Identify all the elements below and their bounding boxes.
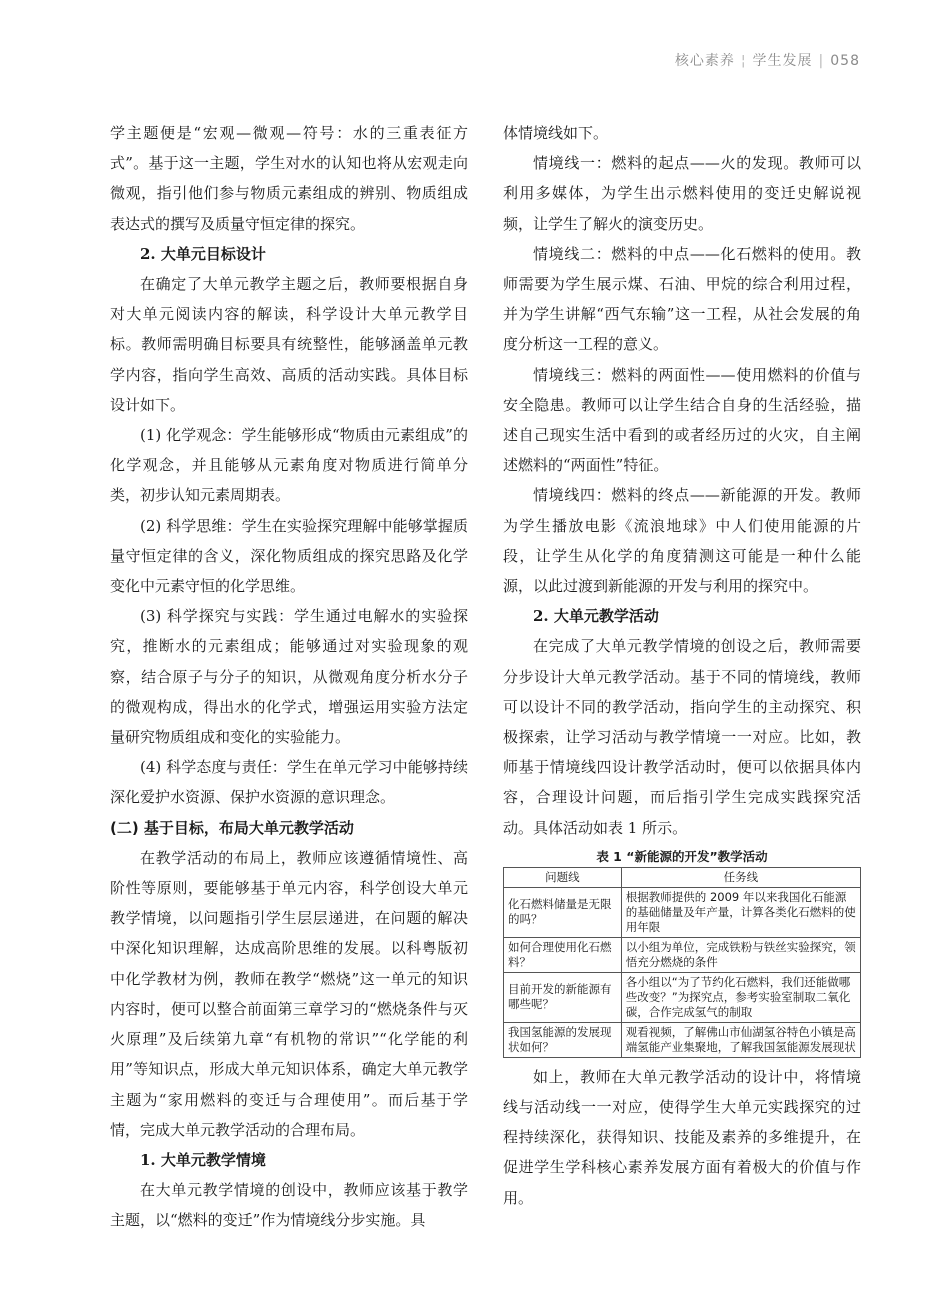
table-row	[504, 972, 861, 1022]
activity-table	[503, 867, 861, 1058]
paragraph: 在教学活动的布局上，教师应该遵循情境性、高阶性等原则，要能够基于单元内容，科学创设大单元教学情境，以问题指引学生层层递进，在问题的解决中深化知识理解，达成高阶思维的发展。以科粤版初中化学教材为例，教师在教学“燃烧”这一单元的知识内容时，便可以整合前面第三章学习的“燃烧条件与灭火原理”及后续第九章“有机物的常识”“化学能的利用”等知识点，形成大单元知识体系，确定大单元教学主题为“家用燃料的变迁与合理使用”。而后基于学情，完成大单元教学活动的合理布局。	[110, 848, 468, 1139]
table-cell: 根据教师提供的 2009 年以来我国化石能源的基础储量及年产量，计算各类化石燃料的使用年限	[621, 887, 860, 937]
paragraph: 在大单元教学情境的创设中，教师应该基于教学主题，以“燃料的变迁”作为情境线分步实施。具	[110, 1181, 468, 1230]
paragraph: (1) 化学观念：学生能够形成“物质由元素组成”的化学观念，并且能够从元素角度对物质进行简单分类，初步认知元素周期表。	[110, 426, 468, 505]
section-heading: 2. 大单元目标设计	[140, 244, 266, 263]
paragraph: 体情境线如下。	[503, 124, 609, 142]
paragraph: 情境线三：燃料的两面性——使用燃料的价值与安全隐患。教师可以让学生结合自身的生活经验，描述自己现实生活中看到的或者经历过的火灾，自主阐述燃料的“两面性”特征。	[503, 365, 861, 475]
right-column	[503, 118, 861, 1213]
header-section: 学生发展	[752, 53, 813, 69]
table-caption: 表 1 “新能源的开发”教学活动	[596, 848, 768, 864]
table-cell: 如何合理使用化石燃料？	[504, 937, 622, 972]
paragraph: (4) 科学态度与责任：学生在单元学习中能够持续深化爱护水资源、保护水资源的意识理念。	[110, 758, 468, 807]
section-heading: 1. 大单元教学情境	[140, 1150, 266, 1169]
header-separator: ¦	[740, 53, 747, 69]
paragraph: 在完成了大单元教学情境的创设之后，教师需要分步设计大单元教学活动。基于不同的情境线，教师可以设计不同的教学活动，指向学生的主动探究、积极探索，让学习活动与教学情境一一对应。比如，教师基于情境线四设计教学活动时，便可以依据具体内容，合理设计问题，而后指引学生完成实践探究活动。具体活动如表 1 所示。	[503, 637, 861, 837]
header-journal-name: 核心素养	[674, 53, 735, 69]
table-header-row	[504, 867, 861, 887]
paragraph: 情境线二：燃料的中点——化石燃料的使用。教师需要为学生展示煤、石油、甲烷的综合利用过程，并为学生讲解“西气东输”这一工程，从社会发展的角度分析这一工程的意义。	[503, 244, 861, 354]
table-cell: 目前开发的新能源有哪些呢？	[504, 972, 622, 1022]
paragraph: 学主题便是“宏观—微观—符号：水的三重表征方式”。基于这一主题，学生对水的认知也将从宏观走向微观，指引他们参与物质元素组成的辨别、物质组成表达式的撰写及质量守恒定律的探究。	[110, 124, 468, 233]
paragraph: 如上，教师在大单元教学活动的设计中，将情境线与活动线一一对应，使得学生大单元实践探究的过程持续深化，获得知识、技能及素养的多维提升，在促进学生学科核心素养发展方面有着极大的价值与作用。	[503, 1067, 861, 1207]
paragraph: 在确定了大单元教学主题之后，教师要根据自身对大单元阅读内容的解读，科学设计大单元教学目标。教师需明确目标要具有统整性，能够涵盖单元教学内容，指向学生高效、高质的活动实践。具体目标设计如下。	[110, 275, 468, 414]
section-heading: (二) 基于目标，布局大单元教学活动	[110, 818, 354, 837]
paragraph: 情境线四：燃料的终点——新能源的开发。教师为学生播放电影《流浪地球》中人们使用能源的片段，让学生从化学的角度猜测这可能是一种什么能源，以此过渡到新能源的开发与利用的探究中。	[503, 486, 861, 596]
table-cell: 我国氢能源的发展现状如何？	[504, 1022, 622, 1057]
section-heading: 2. 大单元教学活动	[533, 607, 659, 626]
table-header-cell: 问题线	[504, 867, 622, 887]
table-cell: 以小组为单位，完成铁粉与铁丝实验探究，领悟充分燃烧的条件	[621, 937, 860, 972]
header-separator-2: |	[818, 53, 825, 69]
table-row	[504, 1022, 861, 1057]
table-cell: 化石燃料储量是无限的吗？	[504, 887, 622, 937]
left-column	[110, 118, 468, 1236]
table-row	[504, 937, 861, 972]
page-header	[675, 50, 860, 70]
paragraph: 情境线一：燃料的起点——火的发现。教师可以利用多媒体，为学生出示燃料使用的变迁史解说视频，让学生了解火的演变历史。	[503, 154, 861, 233]
table-cell: 各小组以“为了节约化石燃料，我们还能做哪些改变？”为探究点，参考实验室制取二氧化碳，合作完成氢气的制取	[621, 972, 860, 1022]
page-number: 058	[830, 53, 860, 69]
table-header-cell: 任务线	[621, 867, 860, 887]
paragraph: (2) 科学思维：学生在实验探究理解中能够掌握质量守恒定律的含义，深化物质组成的探究思路及化学变化中元素守恒的化学思维。	[110, 516, 468, 596]
paragraph: (3) 科学探究与实践：学生通过电解水的实验探究，推断水的元素组成；能够通过对实验现象的观察，结合原子与分子的知识，从微观角度分析水分子的微观构成，得出水的化学式，增强运用实验方法定量研究物质组成和变化的实验能力。	[110, 607, 468, 747]
table-cell: 观看视频，了解佛山市仙湖氢谷特色小镇是高端氢能产业集聚地，了解我国氢能源发展现状	[621, 1022, 860, 1057]
table-row	[504, 887, 861, 937]
